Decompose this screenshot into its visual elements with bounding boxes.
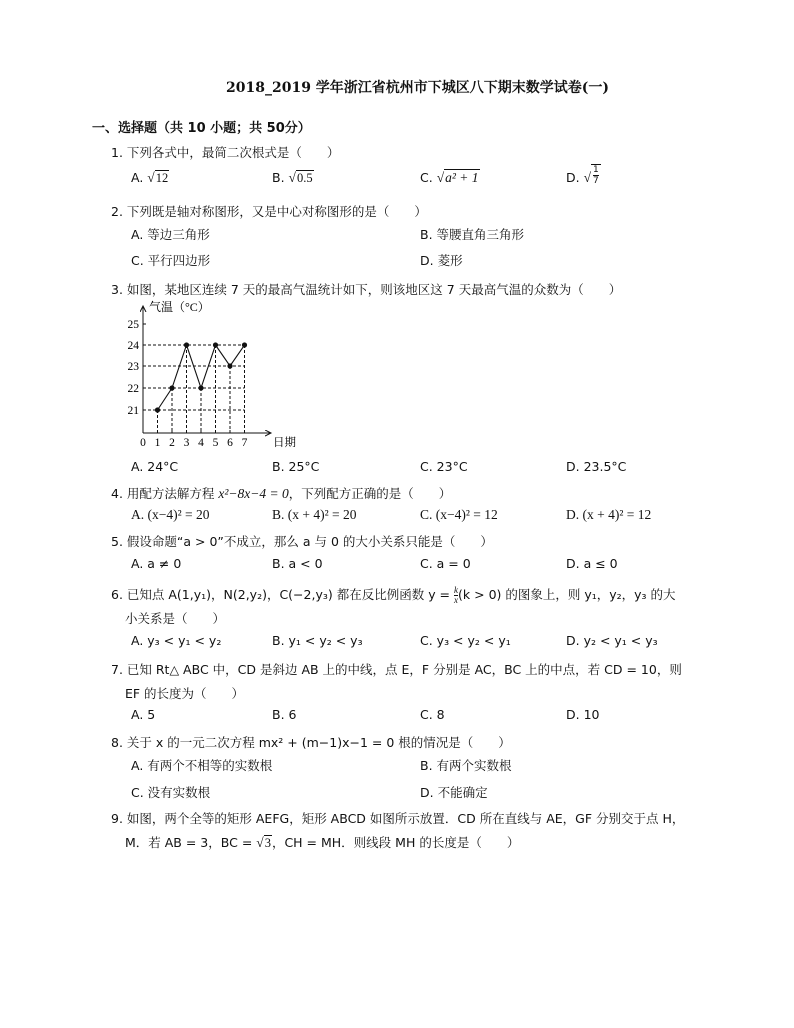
q7-option-d: D. 10 xyxy=(566,707,600,722)
q8-option-d: D. 不能确定 xyxy=(420,785,488,800)
data-point xyxy=(198,385,203,390)
question-5-stem: 5. 假设命题“a > 0”不成立，那么 a 与 0 的大小关系只能是（ ） xyxy=(111,534,493,549)
y-tick-label: 24 xyxy=(127,340,139,352)
stem-text: M．若 AB = 3，BC = xyxy=(125,835,253,850)
y-tick-label: 25 xyxy=(127,319,139,331)
x-tick-label: 0 xyxy=(140,437,146,449)
stem-text: (k > 0) 的图象上，则 y₁，y₂，y₃ 的大 xyxy=(458,587,676,602)
q3-option-a: A. 24°C xyxy=(131,459,179,474)
x-tick-label: 7 xyxy=(241,437,248,449)
q2-option-d: D. 菱形 xyxy=(420,253,463,268)
data-point xyxy=(213,342,218,347)
q5-option-b: B. a < 0 xyxy=(272,556,323,571)
question-2-stem: 2. 下列既是轴对称图形，又是中心对称图形的是（ ） xyxy=(111,204,427,219)
x-tick-label: 6 xyxy=(227,437,233,449)
stem-text: 6. 已知点 A(1,y₁)，N(2,y₂)，C(−2,y₃) 都在反比例函数 y = xyxy=(111,587,451,602)
temperature-line-chart xyxy=(125,298,305,456)
y-axis-label: 气温（°C） xyxy=(149,300,210,314)
question-1-stem: 1. 下列各式中，最简二次根式是（ ） xyxy=(111,145,340,160)
stem-text: 4. 用配方法解方程 xyxy=(111,486,215,501)
q4-option-b: B. (x + 4)² = 20 xyxy=(272,507,357,522)
q6-option-c: C. y₃ < y₂ < y₁ xyxy=(420,633,511,648)
question-8-stem: 8. 关于 x 的一元二次方程 mx² + (m−1)x−1 = 0 根的情况是（ ） xyxy=(111,735,511,750)
question-6-line-2: 小关系是（ ） xyxy=(125,611,226,626)
fraction-denominator: x xyxy=(454,595,459,605)
option-label: D. xyxy=(566,170,580,185)
exam-title: 2018_2019 学年浙江省杭州市下城区八下期末数学试卷(一) xyxy=(226,80,610,96)
section-header: 一、选择题（共 10 小题；共 50分） xyxy=(92,121,311,136)
equation: x²−8x−4 = 0 xyxy=(218,486,289,501)
question-7-line-2: EF 的长度为（ ） xyxy=(125,686,245,701)
q4-option-c: C. (x−4)² = 12 xyxy=(420,507,498,522)
q8-option-c: C. 没有实数根 xyxy=(131,785,211,800)
q5-option-d: D. a ≤ 0 xyxy=(566,556,618,571)
x-tick-label: 5 xyxy=(212,437,219,449)
stem-text: ，CH = MH．则线段 MH 的长度是（ ） xyxy=(271,835,520,850)
question-9-line-2: M．若 AB = 3，BC = √3，CH = MH．则线段 MH 的长度是（ ） xyxy=(125,835,520,850)
q6-option-b: B. y₁ < y₂ < y₃ xyxy=(272,633,363,648)
q5-option-c: C. a = 0 xyxy=(420,556,471,571)
stem-text: ，下列配方正确的是（ ） xyxy=(288,486,452,501)
y-tick-label: 23 xyxy=(127,361,139,373)
data-point xyxy=(169,385,174,390)
option-label: B. xyxy=(272,170,285,185)
radicand: 0.5 xyxy=(296,171,313,185)
q3-option-d: D. 23.5°C xyxy=(566,459,627,474)
y-tick-label: 22 xyxy=(127,383,139,395)
data-point xyxy=(155,407,160,412)
q7-option-b: B. 6 xyxy=(272,707,297,722)
q1-option-b: B. √0.5 xyxy=(272,170,313,185)
question-3-stem: 3. 如图，某地区连续 7 天的最高气温统计如下，则该地区这 7 天最高气温的众数为（ ） xyxy=(111,282,622,297)
fraction-numerator: k xyxy=(454,585,459,595)
y-tick-label: 21 xyxy=(127,405,139,417)
question-6-line-1 xyxy=(111,585,676,605)
radicand: a² + 1 xyxy=(445,170,479,185)
q4-option-d: D. (x + 4)² = 12 xyxy=(566,507,652,522)
q1-option-a: A. √12 xyxy=(131,170,169,185)
q2-option-c: C. 平行四边形 xyxy=(131,253,211,268)
x-tick-label: 2 xyxy=(169,437,175,449)
x-tick-label: 3 xyxy=(183,437,190,449)
option-label: C. xyxy=(420,170,433,185)
q8-option-b: B. 有两个实数根 xyxy=(420,758,512,773)
data-point xyxy=(242,342,247,347)
data-point xyxy=(227,363,232,368)
x-axis-label: 日期 xyxy=(273,437,296,449)
q3-option-c: C. 23°C xyxy=(420,459,468,474)
option-label: A. xyxy=(131,170,144,185)
fraction-numerator: 1 xyxy=(593,165,599,175)
q7-option-a: A. 5 xyxy=(131,707,156,722)
q1-option-d: D. √ $\frac{1}{7}$ xyxy=(566,165,599,186)
x-tick-label: 4 xyxy=(198,437,204,449)
q5-option-a: A. a ≠ 0 xyxy=(131,556,182,571)
radicand: 12 xyxy=(155,171,169,185)
x-tick-label: 1 xyxy=(154,437,161,449)
question-9-line-1: 9. 如图，两个全等的矩形 AEFG，矩形 ABCD 如图所示放置．CD 所在直线与 AE，GF 分别交于点 H， xyxy=(111,811,685,826)
q6-option-a: A. y₃ < y₁ < y₂ xyxy=(131,633,222,648)
question-4-stem xyxy=(111,484,451,502)
fraction-denominator: 7 xyxy=(593,176,599,186)
q4-option-a: A. (x−4)² = 20 xyxy=(131,507,210,522)
q1-option-c: C. √a² + 1 xyxy=(420,170,479,185)
data-point xyxy=(184,342,189,347)
q8-option-a: A. 有两个不相等的实数根 xyxy=(131,758,273,773)
q2-option-b: B. 等腰直角三角形 xyxy=(420,227,525,242)
q3-option-b: B. 25°C xyxy=(272,459,320,474)
q7-option-c: C. 8 xyxy=(420,707,445,722)
question-7-line-1: 7. 已知 Rt△ ABC 中，CD 是斜边 AB 上的中线，点 E，F 分别是 AC，BC 上的中点，若 CD = 10，则 xyxy=(111,662,682,677)
radicand: 3 xyxy=(264,836,271,850)
q6-option-d: D. y₂ < y₁ < y₃ xyxy=(566,633,658,648)
q2-option-a: A. 等边三角形 xyxy=(131,227,210,242)
